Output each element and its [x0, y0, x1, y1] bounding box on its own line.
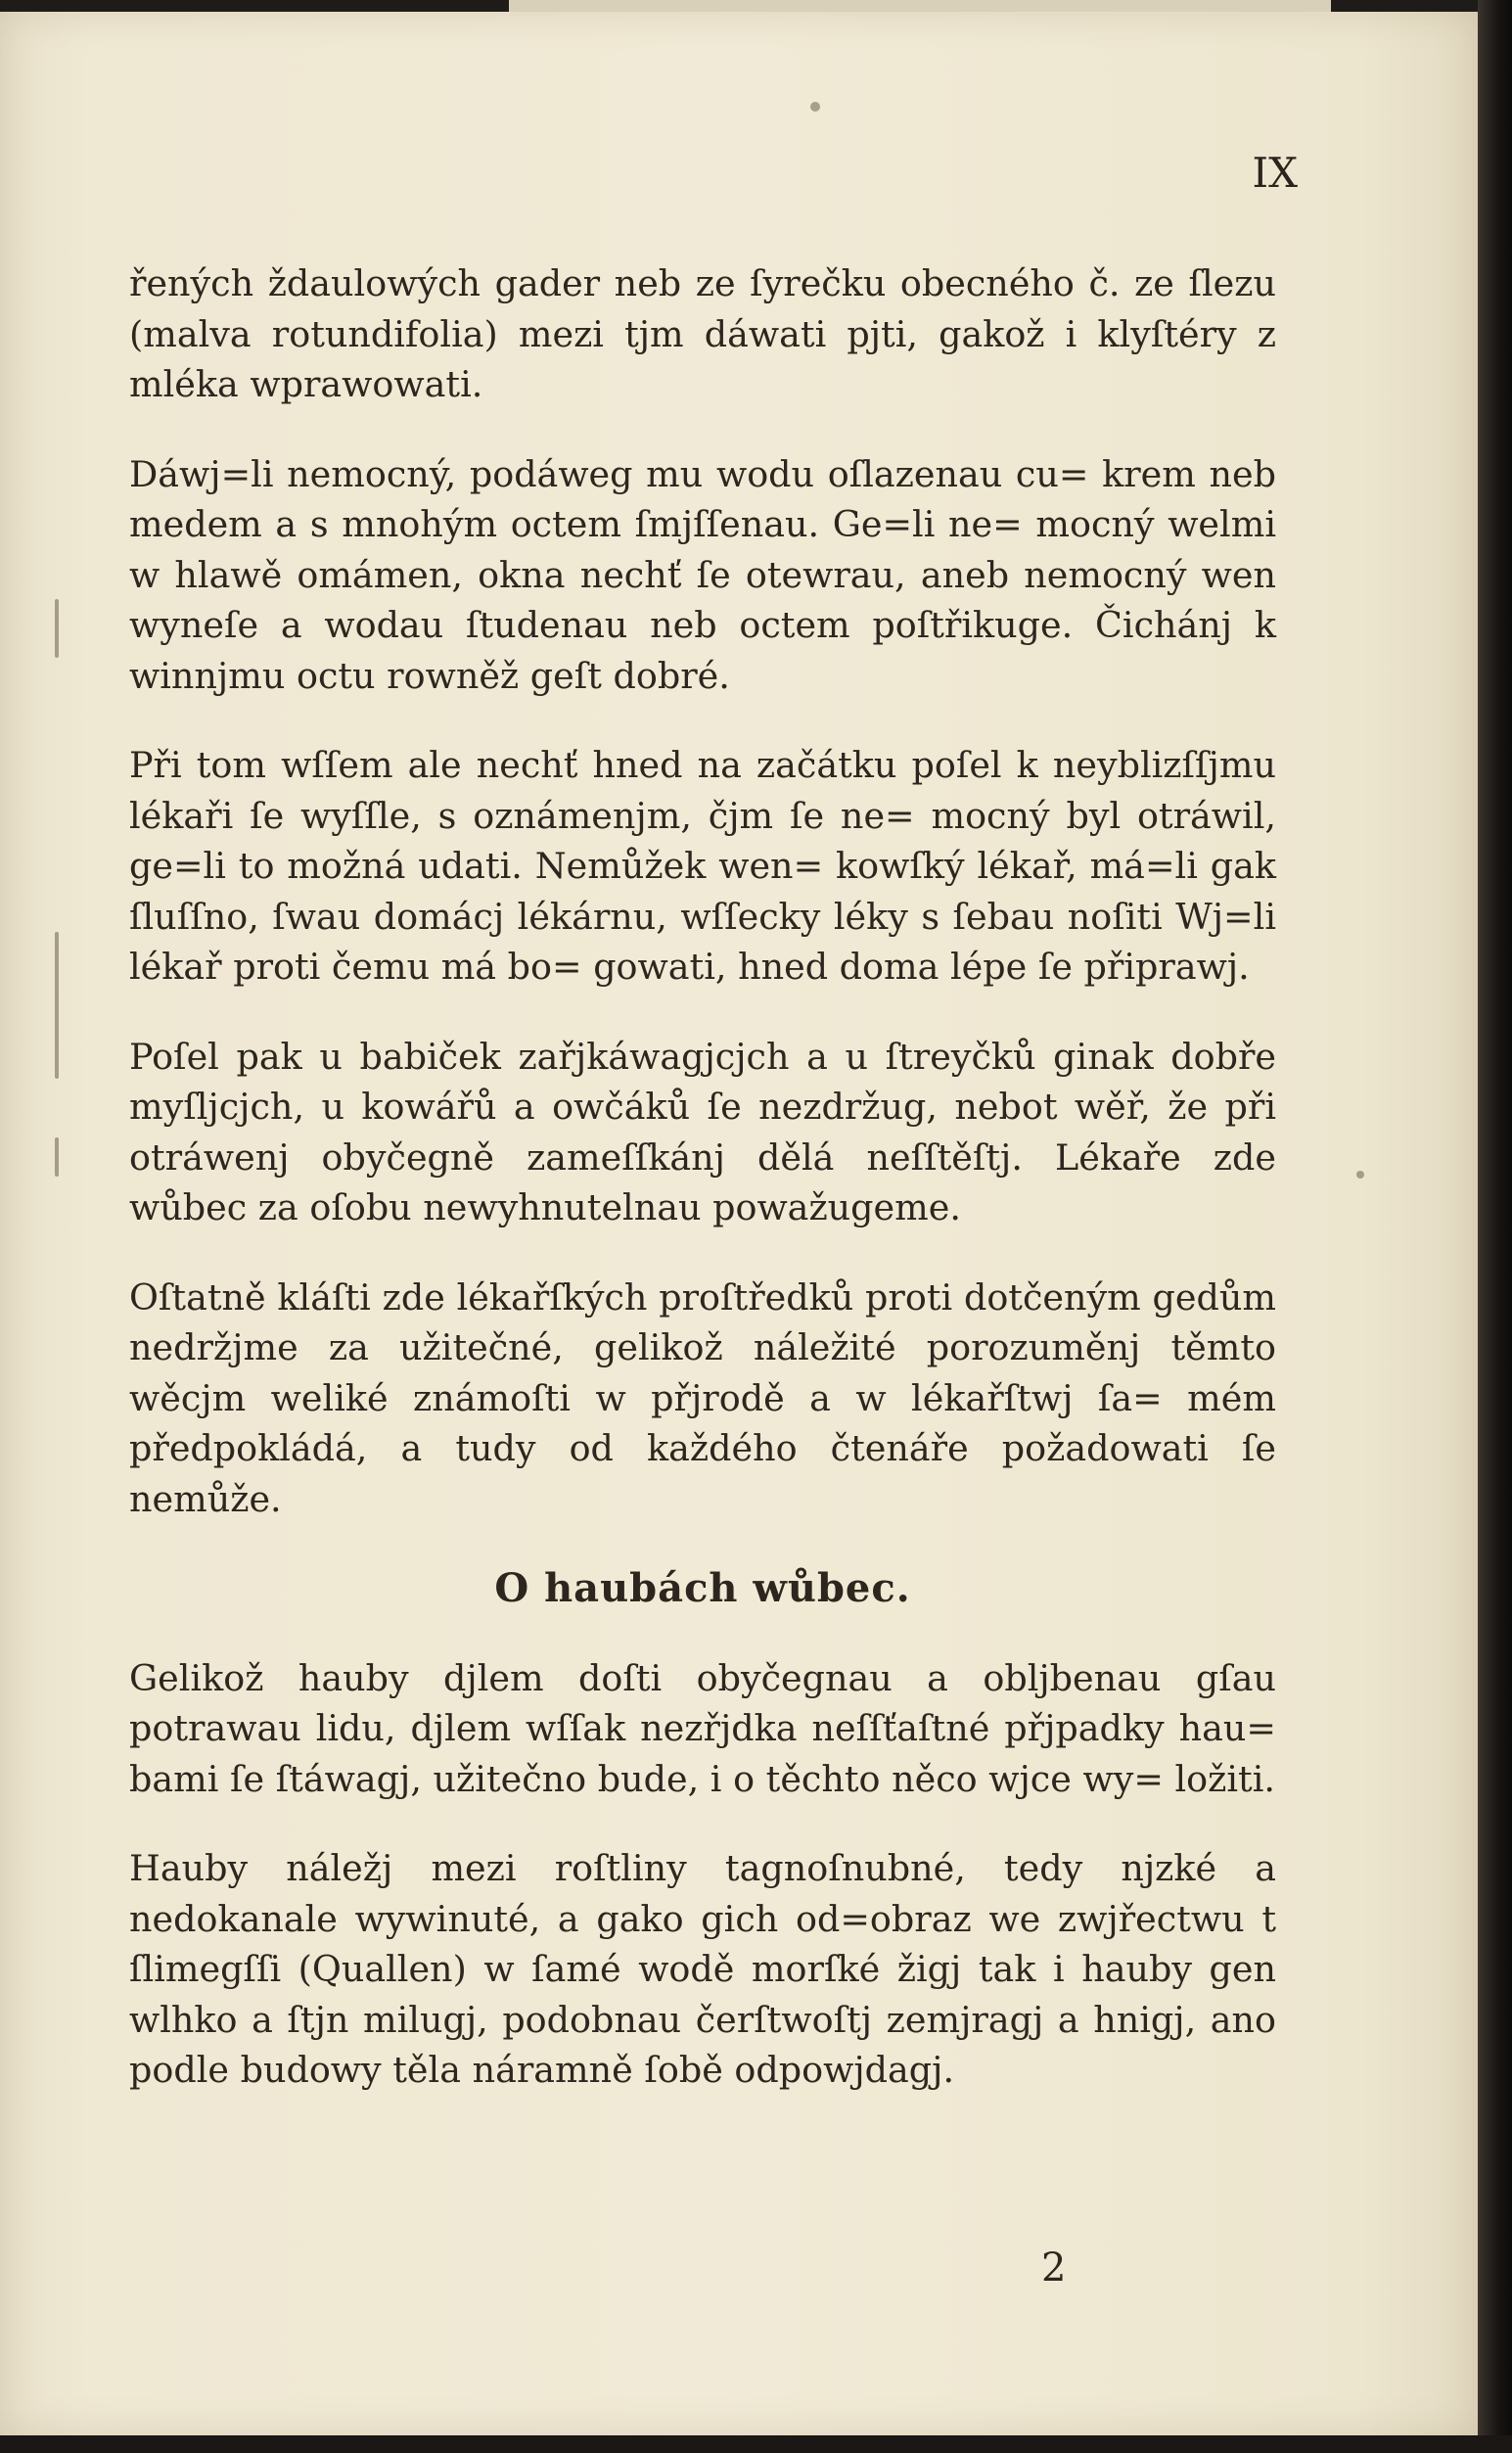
paragraph-7: Hauby náležj mezi roſtliny tagnoſnubné, tedy njzké a nedokanale wywinuté, a gako gich od=obraz we zwjřectwu t ſlimegſſi (Quallen) w ſamé wodě morſké žigj tak i hauby gen wlhko a ſtjn milugj, podobnau čerſtwoſtj zemjragj a hnigj, ano podle budowy těla náramně ſobě odpowjdagj.	[129, 1847, 1276, 2091]
paragraph-2: Dáwj=li nemocný, podáweg mu wodu oſlazenau cu= krem neb medem a s mnohým octem ſmjſſenau. Ge=li ne= mocný welmi w hlawě omámen, okna nechť ſe otewrau, aneb nemocný wen wyneſe a wodau ſtudenau neb octem poſtřikuge. Čichánj k winnjmu octu rowněž geſt dobré.	[129, 452, 1276, 697]
scan-right-edge	[1478, 0, 1512, 2453]
paragraph-5: Oſtatně kláſti zde lékařſkých proſtředků proti dotčeným gedům nedržjme za užitečné, gelikož náležité porozuměnj těmto wěcjm weliké známoſti w přjrodě a w lékařſtwj ſa= mém předpokládá, a tudy od každého čtenáře požadowati ſe nemůže.	[129, 1275, 1276, 1520]
ink-spot	[1356, 1171, 1364, 1179]
paragraph-6: Gelikož hauby djlem doſti obyčegnau a obljbenau gſau potrawau lidu, djlem wſſak nezřjdka neſſťaſtné přjpadky hau= bami ſe ſtáwagj, užitečno bude, i o těchto něco wjce wy= ložiti.	[129, 1656, 1276, 1800]
roman-folio: IX	[1252, 149, 1298, 197]
paragraph-1: řených ždaulowých gader neb ze ſyrečku obecného č. ze ſlezu (malva rotundifolia) mezi tjm dáwati pjti, gakož i klyſtéry z mléka wprawowati.	[129, 262, 1276, 405]
paragraph-3: Při tom wſſem ale nechť hned na začátku poſel k neyblizſſjmu lékaři ſe wyſſle, s oznámenjm, čjm ſe ne= mocný byl otráwil, ge=li to možná udati. Nemůžek wen= kowſký lékař, má=li gak ſluſſno, ſwau domácj lékárnu, wſſecky léky s ſebau noſiti Wj=li lékař proti čemu má bo= gowati, hned doma lépe ſe připrawj.	[129, 744, 1276, 988]
margin-mark	[55, 1137, 59, 1177]
ink-spot	[810, 102, 820, 112]
page-number: 2	[1041, 2245, 1067, 2291]
scan-bottom-edge	[0, 2435, 1512, 2453]
margin-mark	[55, 599, 59, 658]
body-text	[129, 258, 1276, 2135]
section-heading: O haubách wůbec.	[494, 1565, 911, 1611]
paragraph-4: Poſel pak u babiček zařjkáwagjcjch a u ſtreyčků ginak dobře myſljcjch, u kowářů a owčáků ſe nezdržug, nebot wěř, že při otráwenj obyčegně zameſſkánj dělá neſſtěſtj. Lékaře zde wůbec za oſobu newyhnutelnau powažugeme.	[129, 1035, 1276, 1228]
margin-mark	[55, 932, 59, 1079]
